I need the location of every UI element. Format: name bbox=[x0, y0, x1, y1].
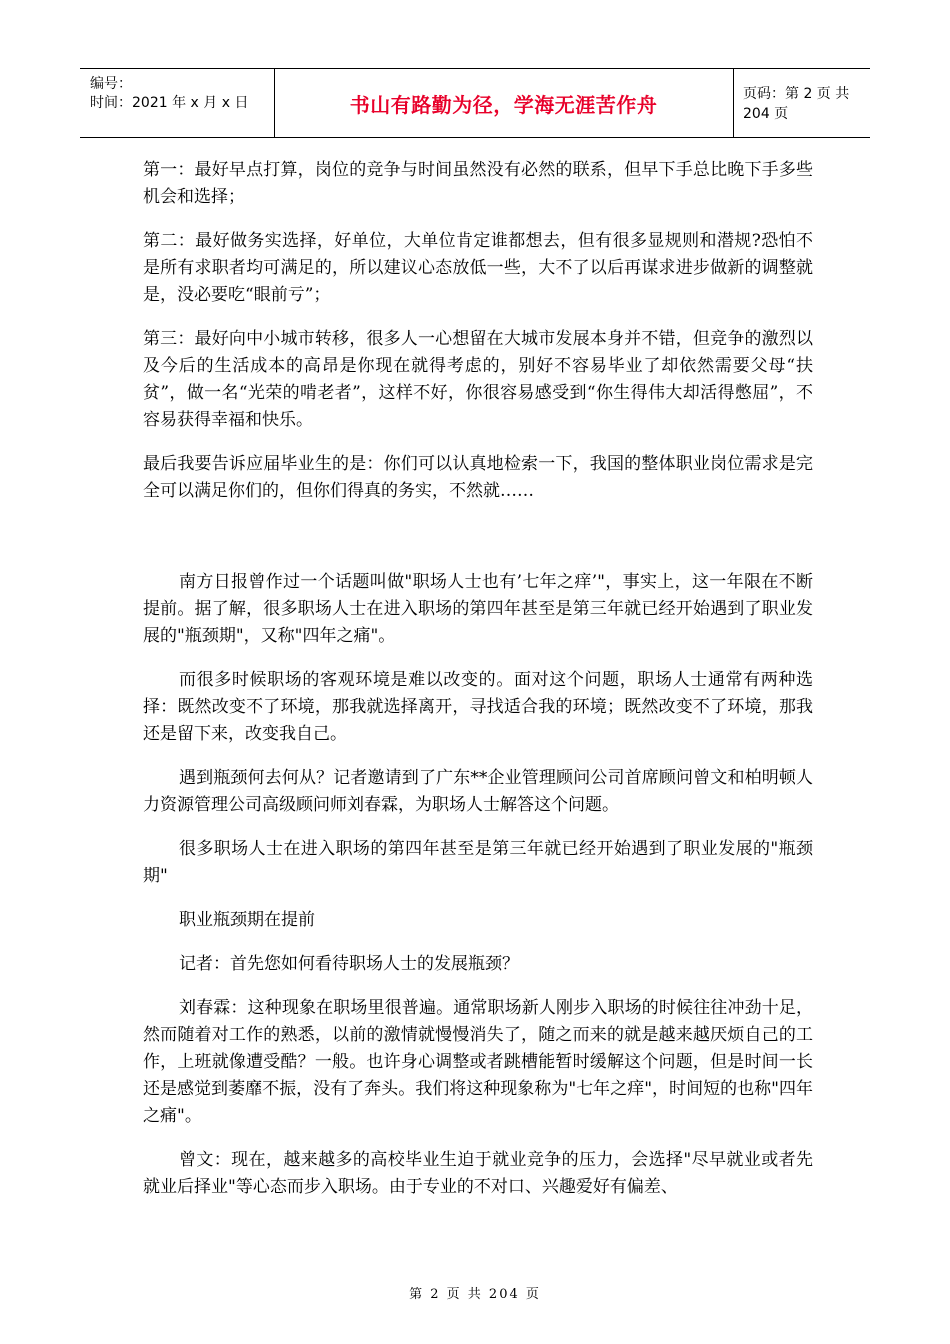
article-paragraph: 南方日报曾作过一个话题叫做"职场人士也有’七年之痒’"，事实上，这一年限在不断提前。据了解，很多职场人士在进入职场的第四年甚至是第三年就已经开始遇到了职业发展的"瓶颈期"，又称"四年之痛"。 bbox=[143, 572, 813, 646]
motto: 书山有路勤为径，学海无涯苦作舟 bbox=[349, 92, 658, 117]
number-label: 编号： bbox=[90, 76, 132, 92]
header-motto-cell bbox=[274, 69, 734, 137]
paragraph: 第二：最好做务实选择，好单位，大单位肯定谁都想去，但有很多显规则和潜规?恐怕不是所有求职者均可满足的，所以建议心态放低一些，大不了以后再谋求进步做新的调整就是，没必要吃“眼前亏”； bbox=[143, 231, 813, 305]
page-info: 页码：第 2 页 共 204 页 bbox=[743, 86, 850, 122]
article-paragraph: 记者：首先您如何看待职场人士的发展瓶颈？ bbox=[179, 954, 519, 974]
paragraph: 第一：最好早点打算，岗位的竞争与时间虽然没有必然的联系，但早下手总比晚下手多些机会和选择； bbox=[143, 160, 813, 207]
article-paragraph: 曾文：现在，越来越多的高校毕业生迫于就业竞争的压力，会选择"尽早就业或者先就业后择业"等心态而步入职场。由于专业的不对口、兴趣爱好有偏差、 bbox=[143, 1150, 813, 1197]
date-label: 时间：2021 年 x 月 x 日 bbox=[90, 95, 249, 111]
document-header bbox=[80, 68, 870, 138]
section-heading: 职业瓶颈期在提前 bbox=[179, 910, 315, 930]
article-paragraph: 而很多时候职场的客观环境是难以改变的。面对这个问题，职场人士通常有两种选择：既然改变不了环境，那我就选择离开，寻找适合我的环境；既然改变不了环境，那我还是留下来，改变我自己。 bbox=[143, 670, 813, 744]
article-paragraph: 很多职场人士在进入职场的第四年甚至是第三年就已经开始遇到了职业发展的"瓶颈期" bbox=[143, 839, 813, 886]
paragraph: 最后我要告诉应届毕业生的是：你们可以认真地检索一下，我国的整体职业岗位需求是完全可以满足你们的，但你们得真的务实，不然就…… bbox=[143, 454, 813, 501]
paragraph: 第三：最好向中小城市转移，很多人一心想留在大城市发展本身并不错，但竞争的激烈以及今后的生活成本的高昂是你现在就得考虑的，别好不容易毕业了却依然需要父母“扶贫”，做一名“光荣的啃老者”，这样不好，你很容易感受到“你生得伟大却活得憋屈”，不容易获得幸福和快乐。 bbox=[143, 329, 813, 430]
article-paragraph: 刘春霖：这种现象在职场里很普遍。通常职场新人刚步入职场的时候往往冲劲十足，然而随着对工作的熟悉，以前的激情就慢慢消失了，随之而来的就是越来越厌烦自己的工作，上班就像遭受酷？一般。也许身心调整或者跳槽能暂时缓解这个问题，但是时间一长还是感觉到萎靡不振，没有了奔头。我们将这种现象称为"七年之痒"，时间短的也称"四年之痛"。 bbox=[143, 998, 813, 1126]
page-footer: 第 2 页 共 204 页 bbox=[409, 1287, 541, 1302]
header-meta-cell bbox=[80, 69, 275, 137]
article-paragraph: 遇到瓶颈何去何从？记者邀请到了广东**企业管理顾问公司首席顾问曾文和柏明顿人力资源管理公司高级顾问师刘春霖，为职场人士解答这个问题。 bbox=[143, 768, 813, 815]
document-body bbox=[143, 157, 813, 1218]
